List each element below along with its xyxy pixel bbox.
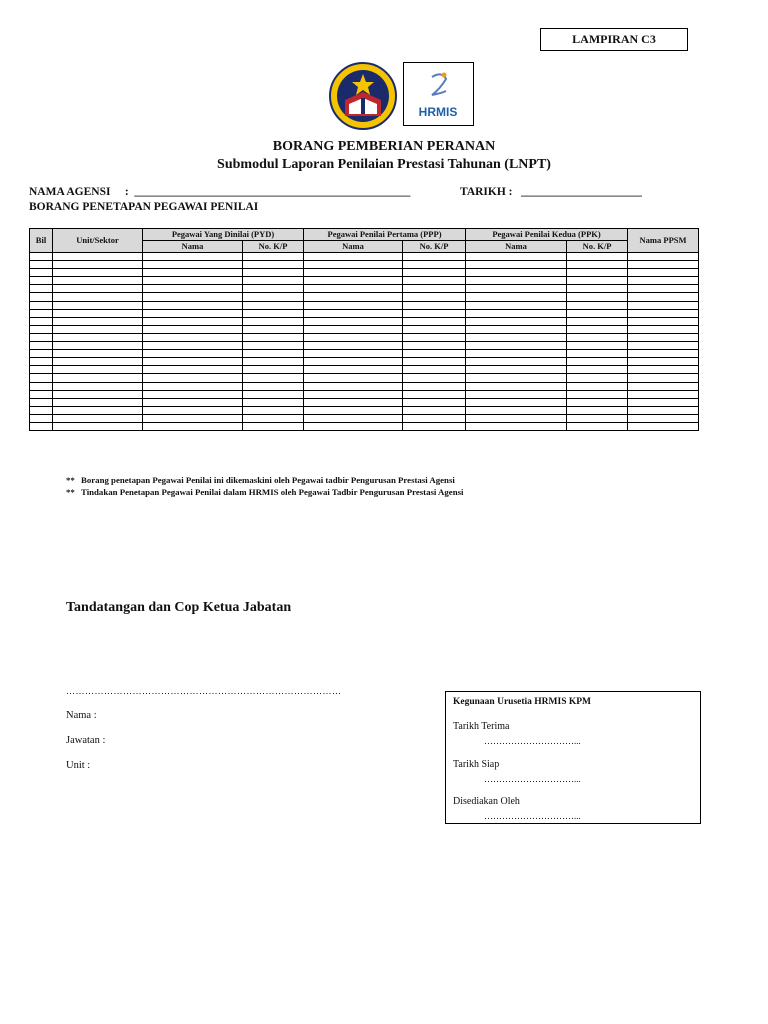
table-cell	[304, 269, 403, 277]
table-cell	[403, 269, 466, 277]
table-cell	[143, 414, 243, 422]
table-cell	[53, 301, 143, 309]
ministry-logo-icon	[327, 60, 399, 132]
table-cell	[243, 309, 304, 317]
table-cell	[304, 374, 403, 382]
table-cell	[628, 366, 699, 374]
table-cell	[53, 350, 143, 358]
table-cell	[628, 342, 699, 350]
table-cell	[403, 398, 466, 406]
table-cell	[466, 277, 567, 285]
table-cell	[466, 382, 567, 390]
table-cell	[304, 333, 403, 341]
table-cell	[466, 309, 567, 317]
table-row	[30, 342, 699, 350]
table-cell	[30, 406, 53, 414]
table-cell	[53, 382, 143, 390]
table-cell	[466, 422, 567, 430]
table-cell	[304, 358, 403, 366]
table-cell	[243, 350, 304, 358]
table-cell	[30, 422, 53, 430]
table-cell	[143, 358, 243, 366]
table-cell	[243, 374, 304, 382]
borang-penetapan-heading: BORANG PENETAPAN PEGAWAI PENILAI	[29, 201, 259, 213]
table-cell	[403, 374, 466, 382]
table-row	[30, 293, 699, 301]
table-cell	[304, 366, 403, 374]
table-cell	[628, 333, 699, 341]
table-cell	[243, 342, 304, 350]
table-cell	[466, 406, 567, 414]
nama-label: Nama :	[66, 710, 97, 721]
table-cell	[30, 261, 53, 269]
table-cell	[403, 358, 466, 366]
table-cell	[304, 342, 403, 350]
tarikh-field: TARIKH : _____________________	[460, 186, 642, 198]
table-cell	[143, 301, 243, 309]
form-subtitle: Submodul Laporan Penilaian Prestasi Tahunan (LNPT)	[217, 157, 551, 172]
table-cell	[143, 261, 243, 269]
table-row	[30, 325, 699, 333]
table-cell	[143, 253, 243, 261]
table-row	[30, 366, 699, 374]
table-cell	[30, 342, 53, 350]
table-cell	[143, 390, 243, 398]
table-row	[30, 317, 699, 325]
table-cell	[567, 317, 628, 325]
note-item: ** Tindakan Penetapan Pegawai Penilai dalam HRMIS oleh Pegawai Tadbir Pengurusan Prestasi Agensi	[66, 487, 464, 497]
table-cell	[30, 350, 53, 358]
table-row	[30, 269, 699, 277]
table-cell	[466, 342, 567, 350]
table-cell	[53, 366, 143, 374]
table-cell	[53, 325, 143, 333]
table-cell	[30, 374, 53, 382]
table-body	[30, 253, 699, 431]
table-cell	[403, 382, 466, 390]
table-cell	[304, 325, 403, 333]
table-cell	[243, 414, 304, 422]
table-cell	[304, 277, 403, 285]
table-cell	[403, 406, 466, 414]
col-ppk-nokp: No. K/P	[567, 241, 628, 253]
table-row	[30, 398, 699, 406]
table-cell	[567, 366, 628, 374]
disediakan-oleh-label: Disediakan Oleh	[453, 796, 520, 807]
table-cell	[53, 293, 143, 301]
table-cell	[628, 390, 699, 398]
col-group-pyd: Pegawai Yang Dinilai (PYD)	[143, 229, 304, 241]
unit-label: Unit :	[66, 760, 91, 771]
table-cell	[30, 277, 53, 285]
table-cell	[403, 390, 466, 398]
table-cell	[567, 382, 628, 390]
table-cell	[143, 277, 243, 285]
table-cell	[567, 325, 628, 333]
disediakan-oleh-dots: …………………………...	[484, 811, 581, 821]
table-cell	[243, 398, 304, 406]
table-cell	[243, 366, 304, 374]
table-cell	[567, 261, 628, 269]
table-cell	[628, 406, 699, 414]
table-row	[30, 309, 699, 317]
table-cell	[567, 293, 628, 301]
col-ppp-nokp: No. K/P	[403, 241, 466, 253]
table-row	[30, 277, 699, 285]
table-cell	[30, 358, 53, 366]
table-cell	[143, 374, 243, 382]
hrmis-logo-text: HRMIS	[418, 105, 458, 119]
table-cell	[466, 398, 567, 406]
table-cell	[628, 325, 699, 333]
table-cell	[403, 366, 466, 374]
table-cell	[30, 269, 53, 277]
table-cell	[628, 398, 699, 406]
table-cell	[567, 253, 628, 261]
table-cell	[53, 374, 143, 382]
col-pyd-nokp: No. K/P	[243, 241, 304, 253]
table-cell	[53, 390, 143, 398]
col-bil: Bil	[30, 229, 53, 253]
table-cell	[53, 398, 143, 406]
table-cell	[30, 414, 53, 422]
table-cell	[53, 358, 143, 366]
table-cell	[466, 366, 567, 374]
table-cell	[53, 342, 143, 350]
table-cell	[466, 374, 567, 382]
table-cell	[403, 301, 466, 309]
tarikh-terima-label: Tarikh Terima	[453, 721, 510, 732]
table-cell	[243, 293, 304, 301]
table-cell	[243, 269, 304, 277]
table-row	[30, 414, 699, 422]
col-nama-ppsm: Nama PPSM	[628, 229, 699, 253]
table-cell	[143, 406, 243, 414]
table-cell	[466, 261, 567, 269]
table-cell	[53, 269, 143, 277]
table-cell	[243, 406, 304, 414]
table-cell	[466, 253, 567, 261]
col-ppp-nama: Nama	[304, 241, 403, 253]
table-cell	[466, 269, 567, 277]
table-cell	[53, 309, 143, 317]
table-cell	[143, 342, 243, 350]
table-cell	[30, 325, 53, 333]
table-cell	[628, 253, 699, 261]
table-cell	[628, 309, 699, 317]
table-cell	[567, 422, 628, 430]
table-cell	[243, 261, 304, 269]
table-cell	[466, 325, 567, 333]
table-cell	[567, 350, 628, 358]
table-cell	[53, 422, 143, 430]
table-cell	[403, 333, 466, 341]
table-cell	[53, 253, 143, 261]
table-cell	[53, 406, 143, 414]
signature-title: Tandatangan dan Cop Ketua Jabatan	[66, 600, 292, 615]
table-cell	[143, 366, 243, 374]
table-cell	[304, 398, 403, 406]
notes	[66, 474, 463, 498]
table-cell	[567, 398, 628, 406]
table-cell	[304, 293, 403, 301]
table-cell	[628, 358, 699, 366]
table-cell	[628, 350, 699, 358]
table-row	[30, 390, 699, 398]
table-cell	[466, 285, 567, 293]
lampiran-label: LAMPIRAN C3	[540, 28, 688, 51]
table-cell	[143, 422, 243, 430]
table-cell	[628, 261, 699, 269]
table-cell	[403, 325, 466, 333]
table-cell	[30, 293, 53, 301]
table-cell	[466, 333, 567, 341]
urusetia-heading: Kegunaan Urusetia HRMIS KPM	[453, 697, 592, 707]
table-cell	[304, 261, 403, 269]
table-cell	[243, 253, 304, 261]
col-unit-sektor: Unit/Sektor	[53, 229, 143, 253]
table-row	[30, 301, 699, 309]
table-cell	[143, 333, 243, 341]
table-cell	[567, 301, 628, 309]
col-ppk-nama: Nama	[466, 241, 567, 253]
table-cell	[30, 309, 53, 317]
table-cell	[567, 285, 628, 293]
table-cell	[304, 301, 403, 309]
table-row	[30, 406, 699, 414]
table-cell	[403, 293, 466, 301]
table-cell	[243, 277, 304, 285]
table-cell	[243, 301, 304, 309]
table-cell	[243, 317, 304, 325]
table-cell	[30, 366, 53, 374]
table-cell	[143, 293, 243, 301]
table-cell	[466, 350, 567, 358]
table-cell	[143, 382, 243, 390]
table-cell	[628, 301, 699, 309]
table-cell	[53, 277, 143, 285]
table-cell	[53, 285, 143, 293]
table-cell	[30, 301, 53, 309]
table-cell	[628, 422, 699, 430]
table-cell	[567, 406, 628, 414]
table-cell	[567, 309, 628, 317]
table-row	[30, 261, 699, 269]
table-cell	[403, 342, 466, 350]
table-cell	[628, 277, 699, 285]
table-cell	[567, 390, 628, 398]
table-cell	[628, 382, 699, 390]
table-cell	[403, 309, 466, 317]
table-cell	[466, 390, 567, 398]
table-cell	[143, 309, 243, 317]
table-cell	[466, 293, 567, 301]
table-cell	[304, 382, 403, 390]
table-cell	[143, 285, 243, 293]
table-cell	[304, 422, 403, 430]
table-cell	[403, 422, 466, 430]
table-cell	[403, 317, 466, 325]
table-cell	[143, 398, 243, 406]
table-cell	[30, 285, 53, 293]
table-cell	[567, 342, 628, 350]
table-cell	[243, 358, 304, 366]
table-cell	[567, 269, 628, 277]
table-cell	[143, 317, 243, 325]
table-cell	[628, 285, 699, 293]
table-cell	[53, 317, 143, 325]
table-cell	[304, 414, 403, 422]
table-row	[30, 358, 699, 366]
table-cell	[304, 317, 403, 325]
table-cell	[403, 285, 466, 293]
table-cell	[403, 414, 466, 422]
table-cell	[466, 317, 567, 325]
table-cell	[304, 350, 403, 358]
table-cell	[243, 390, 304, 398]
table-cell	[628, 414, 699, 422]
table-cell	[243, 422, 304, 430]
table-row	[30, 422, 699, 430]
table-cell	[304, 406, 403, 414]
table-cell	[304, 309, 403, 317]
jawatan-label: Jawatan :	[66, 735, 106, 746]
table-row	[30, 350, 699, 358]
hrmis-logo	[403, 62, 474, 126]
table-row	[30, 285, 699, 293]
signature-line: ……………………………………………………………………………	[66, 686, 342, 696]
col-pyd-nama: Nama	[143, 241, 243, 253]
table-cell	[30, 317, 53, 325]
table-cell	[243, 333, 304, 341]
table-cell	[567, 374, 628, 382]
table-cell	[628, 293, 699, 301]
table-row	[30, 374, 699, 382]
table-cell	[567, 277, 628, 285]
tarikh-siap-dots: …………………………...	[484, 774, 581, 784]
table-cell	[628, 269, 699, 277]
table-cell	[466, 358, 567, 366]
table-row	[30, 253, 699, 261]
table-cell	[243, 325, 304, 333]
table-cell	[628, 374, 699, 382]
table-cell	[243, 285, 304, 293]
nama-agensi-field: NAMA AGENSI : ________________________________________________	[29, 186, 411, 198]
table-cell	[53, 414, 143, 422]
penilai-table	[29, 228, 699, 431]
table-cell	[243, 382, 304, 390]
col-group-ppk: Pegawai Penilai Kedua (PPK)	[466, 229, 628, 241]
form-title: BORANG PEMBERIAN PERANAN	[272, 139, 496, 154]
table-cell	[403, 350, 466, 358]
table-cell	[30, 382, 53, 390]
table-row	[30, 382, 699, 390]
table-cell	[30, 390, 53, 398]
table-cell	[143, 325, 243, 333]
table-cell	[567, 358, 628, 366]
note-item: ** Borang penetapan Pegawai Penilai ini dikemaskini oleh Pegawai tadbir Pengurusan Prestasi Agensi	[66, 475, 455, 485]
tarikh-siap-label: Tarikh Siap	[453, 759, 500, 770]
table-row	[30, 333, 699, 341]
table-cell	[304, 285, 403, 293]
table-cell	[403, 261, 466, 269]
table-cell	[466, 301, 567, 309]
tarikh-terima-dots: …………………………...	[484, 736, 581, 746]
table-cell	[567, 414, 628, 422]
table-cell	[30, 253, 53, 261]
col-group-ppp: Pegawai Penilai Pertama (PPP)	[304, 229, 466, 241]
table-cell	[30, 398, 53, 406]
table-cell	[143, 350, 243, 358]
table-cell	[304, 253, 403, 261]
table-cell	[628, 317, 699, 325]
urusetia-box	[445, 691, 701, 824]
table-cell	[304, 390, 403, 398]
table-cell	[403, 277, 466, 285]
table-cell	[143, 269, 243, 277]
table-cell	[567, 333, 628, 341]
table-cell	[53, 261, 143, 269]
table-cell	[53, 333, 143, 341]
table-cell	[403, 253, 466, 261]
table-cell	[466, 414, 567, 422]
table-cell	[30, 333, 53, 341]
